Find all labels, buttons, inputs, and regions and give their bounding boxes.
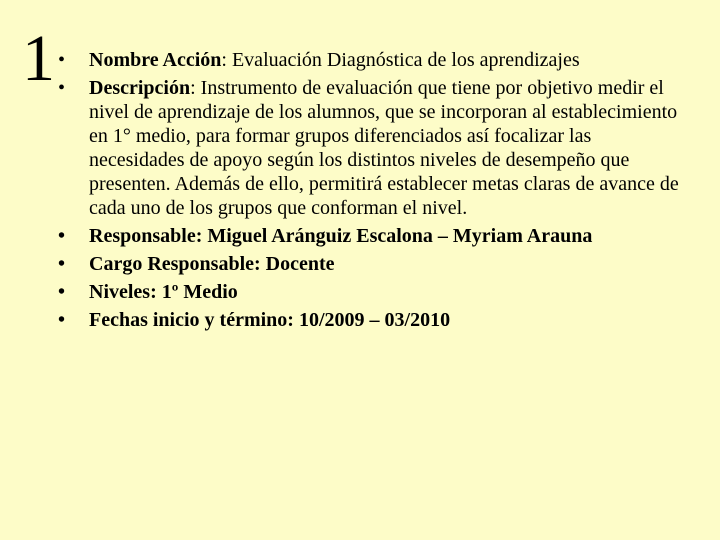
- item-text: Fechas inicio y término: 10/2009 – 03/2010: [89, 309, 451, 331]
- bullet-icon: •: [58, 253, 66, 275]
- item-label: Nombre Acción: [89, 49, 222, 71]
- action-details-list: [58, 48, 688, 336]
- item-text: Evaluación Diagnóstica de los aprendizajes: [231, 49, 580, 71]
- list-item-cargo-responsable: [58, 252, 688, 276]
- slide-number: 1: [22, 22, 55, 95]
- list-item-niveles: [58, 280, 688, 304]
- list-item-nombre-accion: [58, 48, 688, 72]
- item-text: Niveles: 1º Medio: [89, 281, 238, 303]
- item-text: Instrumento de evaluación que tiene por objetivo medir el nivel de aprendizaje de los alumnos, que se incorporan al establecimiento en 1° medio, para formar grupos diferenciados así focalizar las necesidades de apoyo según los distintos niveles de desempeño que presenten. Además de ello, permitirá establecer metas claras de avance de cada uno de los grupos que conforman el nivel.: [89, 77, 679, 219]
- bullet-icon: •: [58, 281, 66, 303]
- bullet-icon: •: [58, 225, 66, 247]
- bullet-icon: •: [58, 49, 66, 71]
- list-item-responsable: [58, 224, 688, 248]
- item-text: Responsable: Miguel Aránguiz Escalona – Myriam Arauna: [89, 225, 593, 247]
- item-text: Cargo Responsable: Docente: [89, 253, 335, 275]
- bullet-icon: •: [58, 77, 66, 99]
- item-separator: :: [190, 77, 201, 99]
- item-label: Descripción: [89, 77, 191, 99]
- item-separator: :: [221, 49, 232, 71]
- bullet-icon: •: [58, 309, 66, 331]
- list-item-descripcion: [58, 76, 688, 220]
- list-item-fechas: [58, 308, 688, 332]
